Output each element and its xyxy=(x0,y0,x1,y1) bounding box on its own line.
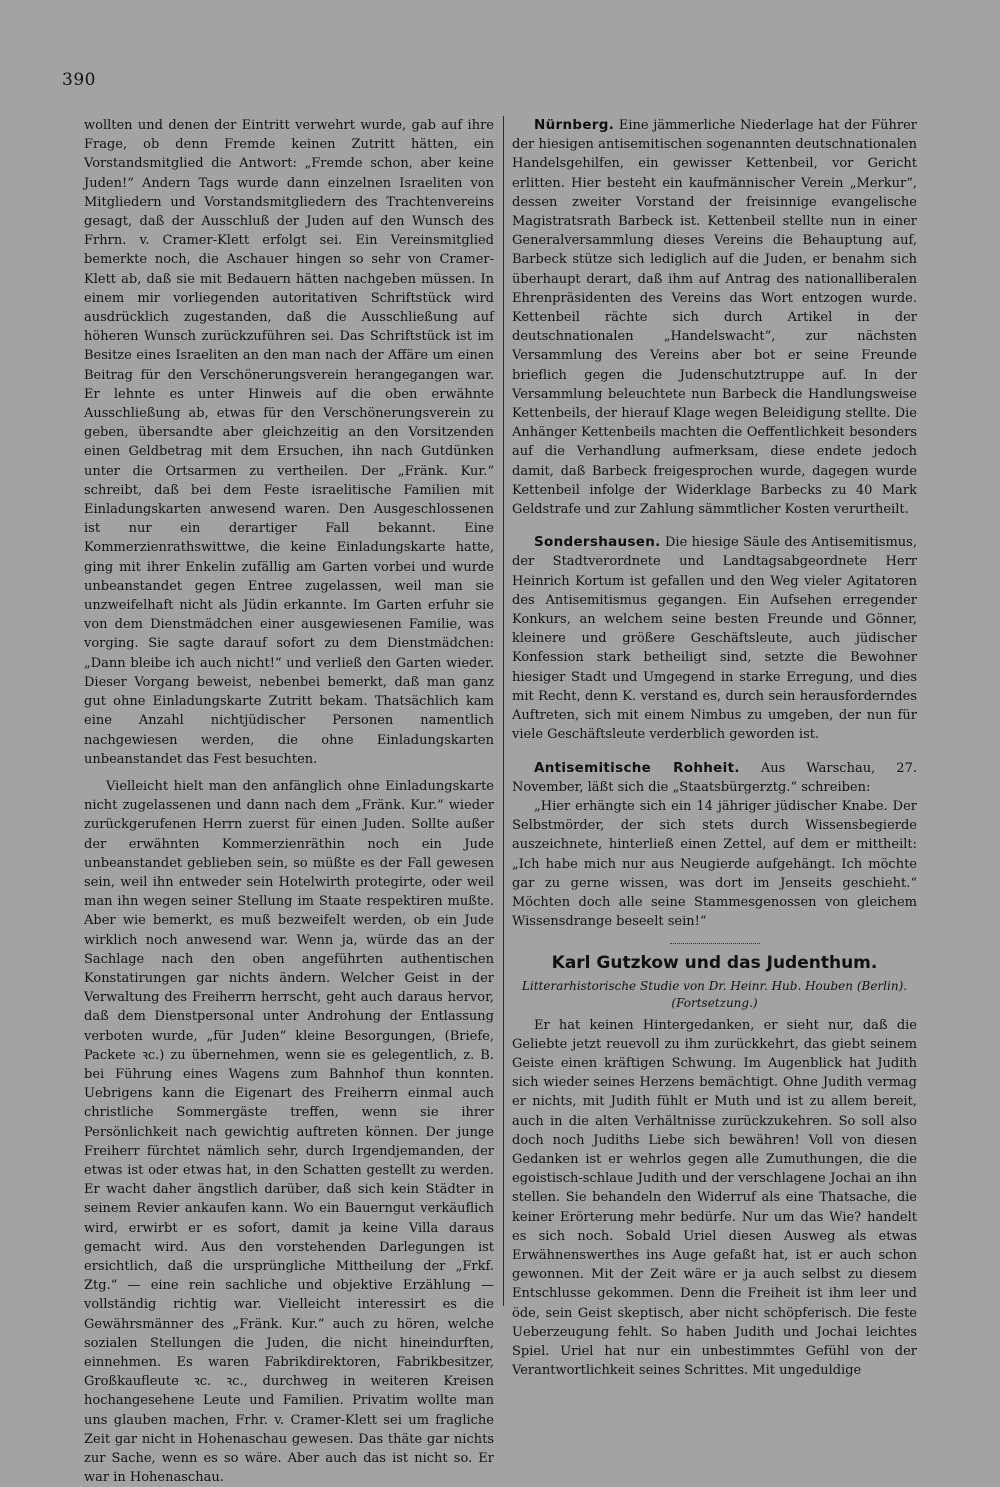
section-divider xyxy=(670,943,760,944)
left-paragraph-2: Vielleicht hielt man den anfänglich ohne Einladungskarte nicht zugelassenen und dann nach dem „Fränk. Kur.“ wieder zurückgerufenen Herrn zuerst für einen Juden. Sollte außer der erwähnten Kommerzienräthin noch ein Jude unbeanstandet geblieben sein, so müßte es der Fall gewesen sein, weil ihn entweder sein Hotelwirth protegirte, oder weil man ihn wegen seiner Stellung im Staate respektiren mußte. Aber wie bemerkt, es muß bezweifelt werden, ob ein Jude wirklich noch anwesend war. Wenn ja, würde das an der Sachlage nach den oben angeführten authentischen Konstatirungen gar nichts ändern. Welcher Geist in der Verwaltung des Freiherrn herrscht, geht auch daraus hervor, daß dem Dienstpersonal unter Androhung der Entlassung verboten wurde, „für Juden“ kleine Besorgungen, (Briefe, Packete ꝛc.) zu übernehmen, wenn sie es gelegentlich, z. B. bei Führung eines Wagens zum Bahnhof thun konnten. Uebrigens kann die Eigenart des Freiherrn einmal auch christliche Sommergäste treffen, wenn sie ihrer Persönlichkeit nach gewichtig auftreten können. Der junge Freiherr fürchtet nämlich sehr, durch Irgendjemanden, der etwas ist oder etwas hat, in den Schatten gestellt zu werden. Er wacht daher ängstlich darüber, daß sich kein Städter in seinem Revier ankaufen kann. Wo ein Bauerngut verkäuflich wird, erwirbt er es sofort, damit ja keine Villa daraus gemacht wird. Aus den vorstehenden Darlegungen ist ersichtlich, daß die ursprüngliche Mittheilung der „Frkf. Ztg.“ — eine rein sachliche und objektive Erzählung — vollständig richtig war. Vielleicht interessirt es die Gewährsmänner des „Fränk. Kur.“ auch zu hören, welche sozialen Stellungen die Juden, die nicht hineindurften, einnehmen. Es waren Fabrikdirektoren, Fabrikbesitzer, Großkaufleute ꝛc. ꝛc., durchweg in weiteren Kreisen hochangesehene Leute und Familien. Privatim wollte man uns glauben machen, Frhr. v. Cramer-Klett sei um fragliche Zeit gar nicht in Hohenaschau gewesen. Das thäte gar nichts zur Sache, wenn es so wäre. Aber auch das ist nicht so. Er war in Hohenaschau. xyxy=(84,778,494,1486)
article-byline: Litterarhistorische Studie von Dr. Heinr. Hub. Houben (Berlin). xyxy=(521,978,908,993)
item-heading: Sondershausen. xyxy=(534,534,661,551)
news-item-sondershausen xyxy=(512,533,917,744)
article-title: Karl Gutzkow und das Judenthum. xyxy=(551,953,878,974)
news-item-antisemitische-rohheit xyxy=(512,759,917,932)
quote-block xyxy=(512,797,917,931)
item-text: Die hiesige Säule des Antisemitismus, der Stadtverordnete und Landtagsabgeordnete Herr Heinrich Kortum ist gefallen und den Weg vieler Agitatoren des Antisemitismus gegangen. Ein Aufsehen erregender Konkurs, an welchem seine besten Freunde und Gönner, kleinere und größere Geschäftsleute, auch jüdischer Konfession stark betheiligt sind, setzte die Bewohner hiesiger Stadt und Umgegend in starke Erregung, und dies mit Recht, denn K. verstand es, durch sein herausforderndes Auftreten, sich mit einem Nimbus zu umgeben, der nun für viele Geschäftsleute verderblich geworden ist. xyxy=(512,535,917,743)
item-heading: Antisemitische Rohheit. xyxy=(534,759,740,776)
right-column xyxy=(512,116,917,1380)
article-text: Er hat keinen Hintergedanken, er sieht nur, daß die Geliebte jetzt reuevoll zu ihm zurückkehrt, das giebt seinem Geiste einen kräftigen Schwung. Im Augenblick hat Judith sich wieder seines Herzens bemächtigt. Ohne Judith vermag er nichts, mit Judith fühlt er Muth und ist zu allem bereit, auch in die alten Verhältnisse zurückzukehren. So soll also doch noch Judiths Liebe sich bewähren! Voll von diesen Gedanken ist er wehrlos gegen alle Zumuthungen, die die egoistisch-schlaue Judith und der verschlagene Jochai an ihn stellen. Sie behandeln den Widerruf als eine Thatsache, die keiner Erörterung mehr bedürfe. Nur um das Wie? handelt es sich noch. Sobald Uriel diesen Ausweg als etwas Erwähnenswerthes ins Auge gefaßt hat, ist er auch schon gewonnen. Mit der Zeit wäre er ja auch selbst zu diesem Entschlusse gekommen. Denn die Freiheit ist ihm leer und öde, sein Geist skeptisch, aber nicht schöpferisch. Die feste Ueberzeugung fehlt. So haben Judith und Jochai leichtes Spiel. Uriel hat nur ein unbestimmtes Gefühl von der Verantwortlichkeit seines Schrittes. Mit ungeduldige xyxy=(512,1017,917,1379)
news-item-nuernberg xyxy=(512,116,917,519)
item-text: Eine jämmerliche Niederlage hat der Führer der hiesigen antisemitischen sogenannten deutschnationalen Handelsgehilfen, ein gewisser Kettenbeil, vor Gericht erlitten. Hier besteht ein kaufmännischer Verein „Merkur“, dessen zweiter Vorstand der freisinnige evangelische Magistratsrath Barbeck ist. Kettenbeil stellte nun in einer Generalversammlung dieses Vereins die Behauptung auf, Barbeck stütze sich lediglich auf die Juden, er benahm sich überhaupt derart, daß ihm auf Antrag des nationalliberalen Ehrenpräsidenten des Vereins das Wort entzogen wurde. Kettenbeil rächte sich durch Artikel in der deutschnationalen „Handelswacht“, zur nächsten Versammlung des Vereins aber bot er seine Freunde brieflich gegen die Judenschutztruppe auf. In der Versammlung beleuchtete nun Barbeck die Handlungsweise Kettenbeils, der hierauf Klage wegen Beleidigung stellte. Die Anhänger Kettenbeils machten die Oeffentlichkeit besonders auf die Verhandlung aufmerksam, diese endete jedoch damit, daß Barbeck freigesprochen wurde, dagegen wurde Kettenbeil infolge der Widerklage Barbecks zu 40 Mark Geldstrafe und zur Zahlung sämmtlicher Kosten verurtheilt. xyxy=(512,118,917,518)
article-continuation: (Fortsetzung.) xyxy=(671,995,758,1010)
item-heading: Nürnberg. xyxy=(534,117,615,133)
feuilleton-article xyxy=(512,954,917,1380)
column-divider xyxy=(503,116,504,1306)
article-subtitle xyxy=(512,978,917,1012)
item-text: Aus Warschau, 27. November, läßt sich die „Staatsbürgerztg.“ schreiben: xyxy=(512,760,917,795)
quote-text: „Hier erhängte sich ein 14 jähriger jüdischer Knabe. Der Selbstmörder, der sich stets durch Wissensbegierde auszeichnete, hinterließ einen Zettel, auf dem er mittheilt: „Ich habe mich nur aus Neugierde aufgehängt. Ich möchte gar zu gerne wissen, was dort im Jenseits geschieht.“ Möchten doch alle seine Stammesgenossen von gleichem Wissensdrange beseelt sein!“ xyxy=(512,798,917,930)
page-number: 390 xyxy=(62,70,96,90)
left-column xyxy=(84,116,494,1487)
left-paragraph-1: wollten und denen der Eintritt verwehrt wurde, gab auf ihre Frage, ob denn Fremde keinen Zutritt hätten, ein Vorstandsmitglied die Antwort: „Fremde schon, aber keine Juden!“ Andern Tags wurde dann einzelnen Israeliten von Mitgliedern und Vorstandsmitgliedern des Trachtenvereins gesagt, daß der Ausschluß der Juden auf den Wunsch des Frhrn. v. Cramer-Klett erfolgt sei. Ein Vereinsmitglied bemerkte noch, die Aschauer hingen so sehr von Cramer-Klett ab, daß sie mit Bedauern hätten nachgeben müssen. In einem mir vorliegenden autoritativen Schriftstück wird ausdrücklich zugestanden, daß die Ausschließung auf höheren Wunsch zurückzuführen sei. Das Schriftstück ist im Besitze eines Israeliten an den man nach der Affäre um einen Beitrag für den Verschönerungsverein herangegangen war. Er lehnte es unter Hinweis auf die oben erwähnte Ausschließung ab, etwas für den Verschönerungsverein zu geben, übersandte aber gleichzeitig an den Vorsitzenden einen Geldbetrag mit dem Ersuchen, ihn nach Gutdünken unter die Ortsarmen zu vertheilen. Der „Fränk. Kur.“ schreibt, daß bei dem Feste israelitische Familien mit Einladungskarten anwesend waren. Den Ausgeschlossenen ist nur ein derartiger Fall bekannt. Eine Kommerzienrathswittwe, die keine Einladungskarte hatte, ging mit ihrer Enkelin zufällig am Garten vorbei und wurde unbeanstandet gegen Entree zugelassen, weil man sie unzweifelhaft nicht als Jüdin erkannte. Im Garten erfuhr sie von dem Dienstmädchen einer ausgewiesenen Familie, was vorging. Sie sagte darauf sofort zu dem Dienstmädchen: „Dann bleibe ich auch nicht!“ und verließ den Garten wieder. Dieser Vorgang beweist, nebenbei bemerkt, daß man ganz gut ohne Einladungskarte Zutritt bekam. Thatsächlich kam eine Anzahl nichtjüdischer Personen namentlich nachgewiesen werden, die ohne Einladungskarten unbeanstandet das Fest besuchten. xyxy=(84,118,494,767)
